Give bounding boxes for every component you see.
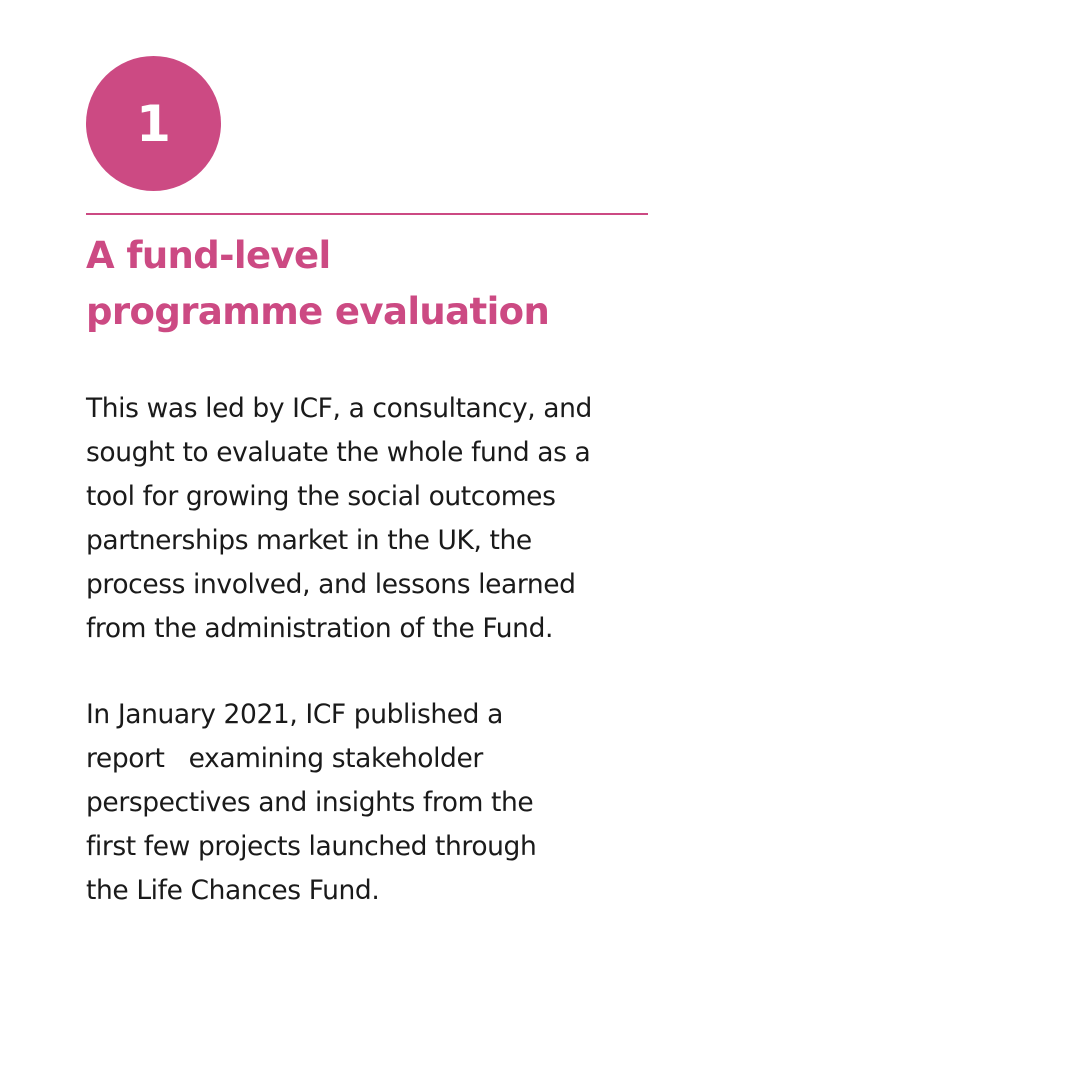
step-number-badge [86, 56, 221, 191]
paragraph-line: first few projects launched through [86, 831, 537, 862]
paragraph-line: report examining stakeholder [86, 743, 483, 774]
paragraph-line: the Life Chances Fund. [86, 875, 380, 906]
paragraph-line: tool for growing the social outcomes [86, 481, 556, 512]
step-number: 1 [136, 94, 171, 153]
section-heading [86, 228, 686, 340]
paragraph-line: from the administration of the Fund. [86, 613, 554, 644]
body-paragraph-2 [86, 693, 706, 913]
paragraph-line: partnerships market in the UK, the [86, 525, 532, 556]
heading-divider [86, 213, 648, 215]
paragraph-line: sought to evaluate the whole fund as a [86, 437, 591, 468]
section-heading-line: programme evaluation [86, 290, 550, 333]
paragraph-line: process involved, and lessons learned [86, 569, 576, 600]
body-paragraph-1 [86, 387, 706, 651]
paragraph-line: In January 2021, ICF published a [86, 699, 503, 730]
paragraph-line: perspectives and insights from the [86, 787, 534, 818]
paragraph-line: This was led by ICF, a consultancy, and [86, 393, 592, 424]
section-heading-line: A fund-level [86, 234, 331, 277]
